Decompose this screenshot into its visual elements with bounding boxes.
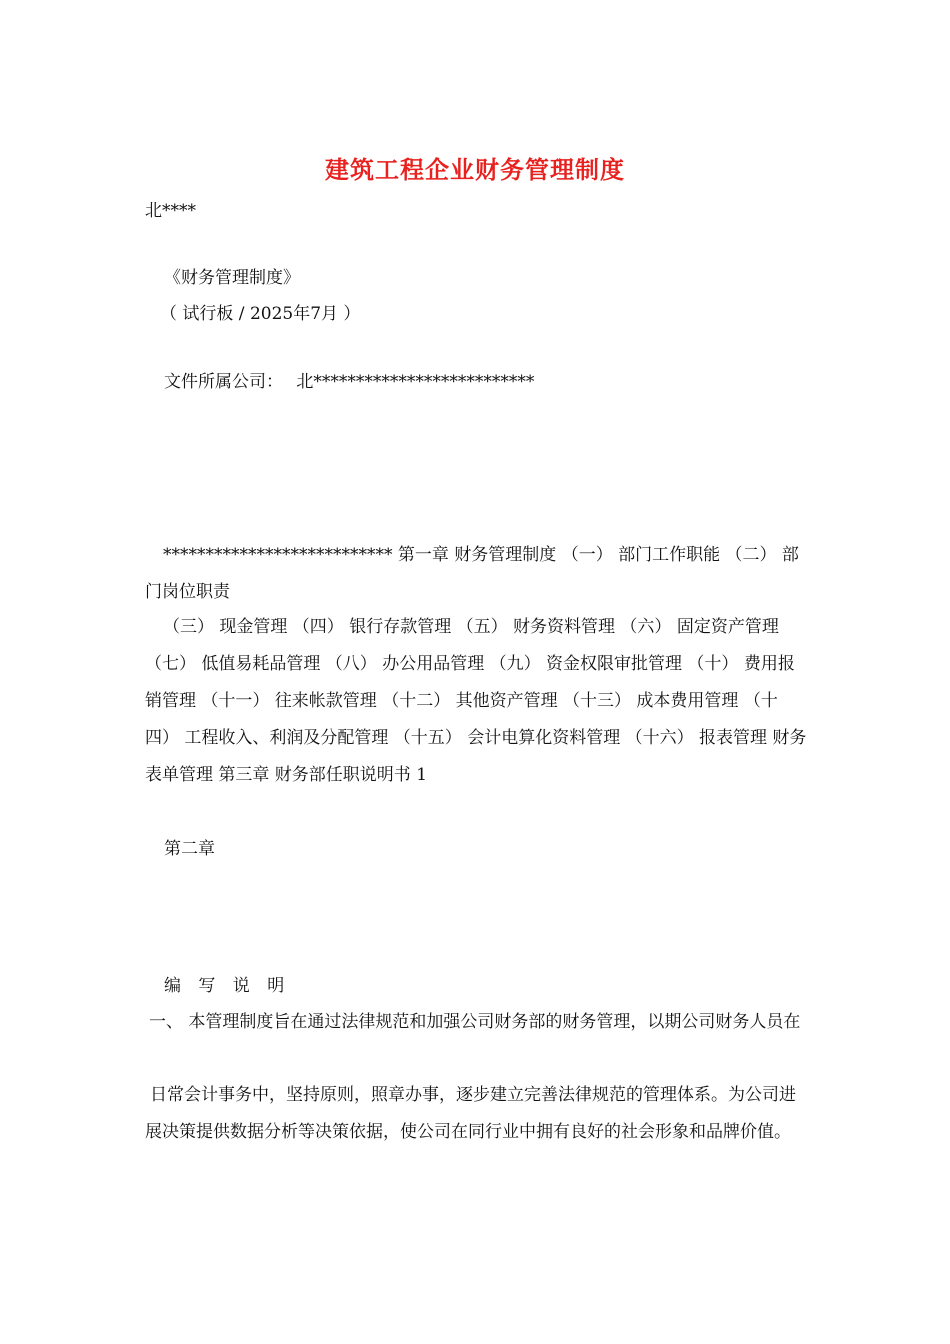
company-short: 北**** bbox=[145, 201, 196, 221]
company-label: 文件所属公司： bbox=[164, 372, 283, 392]
toc-paragraph-2: （三） 现金管理 （四） 银行存款管理 （五） 财务资料管理 （六） 固定资产管理 （七） 低值易耗品管理 （八） 办公用品管理 （九） 资金权限审批管理 （十） 费用报销管理 （十一） 往来帐款管理 （十二） 其他资产管理 （十三） 成本费用管理 （十四） 工程收入、利润及分配管理 （十五） 会计电算化资料管理 （十六） 报表管理 财务表单管理 第三章 财务部任职说明书 1 bbox=[145, 617, 807, 785]
preface-item-1-continued: 日常会计事务中，坚持原则，照章办事，逐步建立完善法律规范的管理体系。为公司进展决策提供数据分析等决策依据，使公司在同行业中拥有良好的社会形象和品牌价值。 bbox=[145, 1085, 796, 1142]
company-line bbox=[164, 370, 534, 394]
company-value: 北************************** bbox=[296, 372, 535, 392]
toc-chapter-two: 第二章 bbox=[164, 839, 215, 859]
document-title: 建筑工程企业财务管理制度 bbox=[325, 155, 625, 184]
preface-heading: 编 写 说 明 bbox=[164, 976, 291, 996]
preface-item-1: 一、 本管理制度旨在通过法律规范和加强公司财务部的财务管理，以期公司财务人员在 bbox=[149, 1012, 801, 1032]
doc-name: 《财务管理制度》 bbox=[164, 268, 300, 288]
doc-version: （ 试行板 / 2025年7月 ） bbox=[160, 304, 361, 324]
toc-paragraph-1: *************************** 第一章 财务管理制度 （一） 部门工作职能 （二） 部门岗位职责 bbox=[145, 545, 799, 602]
